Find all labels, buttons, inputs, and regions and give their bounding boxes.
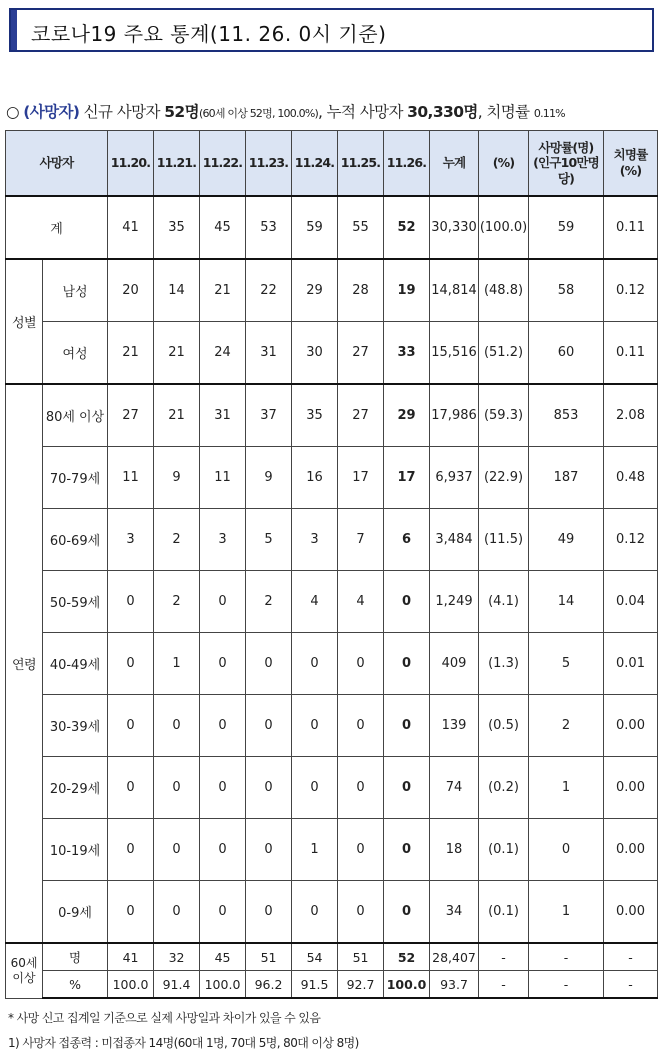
group-label-sex: 성별 [6,259,43,384]
title-accent-bar [11,10,17,50]
row-label: 30-39세 [43,695,108,757]
group-label-over60 [6,943,43,998]
table-cell: (100.0) [479,196,529,259]
table-row [6,447,658,509]
table-cell: 31 [246,322,292,385]
table-row [6,571,658,633]
table-cell: 0 [338,819,384,881]
header-cell: 11.25. [338,131,384,197]
table-row [6,757,658,819]
table-cell: 1 [154,633,200,695]
table-cell: 30,330 [430,196,479,259]
table-cell: 0 [200,571,246,633]
table-cell: 45 [200,943,246,971]
table-cell: 3 [108,509,154,571]
table-cell: 49 [529,509,604,571]
table-cell: 52 [384,196,430,259]
table-cell: 9 [154,447,200,509]
header-cell: 11.26. [384,131,430,197]
summary-new-deaths: 52명 [164,103,199,121]
group-label-age: 연령 [6,384,43,943]
page-title: 코로나19 주요 통계(11. 26. 0시 기준) [31,22,387,46]
table-row-over60 [6,943,658,971]
table-cell: 4 [292,571,338,633]
table-cell: 33 [384,322,430,385]
table-cell: 18 [430,819,479,881]
footnote-1: 1) 사망자 접종력 : 미접종자 14명(60대 1명, 70대 5명, 80대 이상 8명) [8,1036,359,1050]
table-cell: 0 [108,881,154,944]
header-cell: 누계 [430,131,479,197]
table-cell: 14 [529,571,604,633]
table-cell: 7 [338,509,384,571]
table-cell: 0 [108,757,154,819]
table-cell: 27 [338,322,384,385]
table-cell: 0 [108,695,154,757]
table-cell: (0.2) [479,757,529,819]
table-cell: (1.3) [479,633,529,695]
table-cell: 0.12 [604,509,658,571]
summary-text-1: 신규 사망자 [79,103,165,121]
table-cell: 14 [154,259,200,322]
table-cell: 0 [200,633,246,695]
table-cell: 19 [384,259,430,322]
table-cell: 1 [529,757,604,819]
table-cell: 853 [529,384,604,447]
row-label: 명 [43,943,108,971]
table-cell: (22.9) [479,447,529,509]
table-cell: - [479,943,529,971]
row-label: 20-29세 [43,757,108,819]
table-cell: 14,814 [430,259,479,322]
table-cell: 32 [154,943,200,971]
table-cell: 2 [154,571,200,633]
table-cell: 1 [529,881,604,944]
table-cell: 17 [384,447,430,509]
table-cell: 59 [529,196,604,259]
table-cell: 0.11 [604,196,658,259]
row-label: 10-19세 [43,819,108,881]
table-cell: 0 [384,633,430,695]
table-cell: 0 [200,819,246,881]
table-cell: 9 [246,447,292,509]
table-cell: 0 [384,571,430,633]
summary-total-deaths: 30,330명 [407,103,478,121]
table-cell: (4.1) [479,571,529,633]
row-label: 40-49세 [43,633,108,695]
table-cell: 0.00 [604,757,658,819]
table-cell: 0 [292,757,338,819]
table-cell: 0 [292,633,338,695]
table-cell: 5 [246,509,292,571]
table-cell: 29 [292,259,338,322]
table-cell: (11.5) [479,509,529,571]
table-cell: 21 [200,259,246,322]
table-cell: 0 [246,881,292,944]
header-cell: 11.23. [246,131,292,197]
row-label: 50-59세 [43,571,108,633]
table-cell: 0.48 [604,447,658,509]
table-cell: 0 [384,819,430,881]
title-box [9,8,654,52]
over60-label-line1: 60세 [10,956,38,971]
table-cell: 55 [338,196,384,259]
row-label: 남성 [43,259,108,322]
table-cell: 0.00 [604,819,658,881]
table-cell: 2 [154,509,200,571]
table-cell: 6 [384,509,430,571]
table-cell: 139 [430,695,479,757]
table-cell: 0 [200,881,246,944]
table-cell: 2 [246,571,292,633]
table-cell: 51 [246,943,292,971]
table-cell: 0 [338,881,384,944]
table-row [6,633,658,695]
table-cell: 52 [384,943,430,971]
table-cell: 3 [200,509,246,571]
table-row [6,259,658,322]
table-cell: (0.5) [479,695,529,757]
table-cell: 27 [108,384,154,447]
summary-line [6,100,565,122]
table-cell: 22 [246,259,292,322]
table-cell: (0.1) [479,881,529,944]
table-cell: 54 [292,943,338,971]
table-row [6,322,658,385]
table-cell: 58 [529,259,604,322]
table-cell: 6,937 [430,447,479,509]
table-cell: 28 [338,259,384,322]
row-label: % [43,971,108,999]
row-label: 60-69세 [43,509,108,571]
table-cell: 3,484 [430,509,479,571]
table-cell: (59.3) [479,384,529,447]
table-row-over60 [6,971,658,999]
table-cell: 187 [529,447,604,509]
summary-lead: (사망자) [23,103,80,121]
table-cell: 0.00 [604,695,658,757]
header-cell: 11.21. [154,131,200,197]
row-label: 80세 이상 [43,384,108,447]
header-cell: 치명률 (%) [604,131,658,197]
table-cell: 5 [529,633,604,695]
table-cell: (0.1) [479,819,529,881]
table-row [6,881,658,944]
header-cell: 사망률(명) (인구10만명당) [529,131,604,197]
table-cell: - [529,943,604,971]
summary-text-3: , 치명률 [477,103,534,121]
table-row [6,384,658,447]
header-row [6,131,658,197]
summary-text-2: , 누적 사망자 [317,103,408,121]
table-cell: 21 [154,322,200,385]
table-cell: 27 [338,384,384,447]
table-cell: 96.2 [246,971,292,999]
table-cell: - [479,971,529,999]
table-cell: 0.00 [604,881,658,944]
table-cell: 0 [246,819,292,881]
table-cell: 0 [292,881,338,944]
table-cell: 2 [529,695,604,757]
table-cell: (48.8) [479,259,529,322]
table-row [6,196,658,259]
table-cell: 100.0 [200,971,246,999]
table-cell: 0 [154,819,200,881]
table-cell: 0 [200,695,246,757]
table-cell: 2.08 [604,384,658,447]
table-cell: 0 [246,695,292,757]
table-cell: 1,249 [430,571,479,633]
table-cell: 29 [384,384,430,447]
table-cell: 37 [246,384,292,447]
table-cell: 0 [338,757,384,819]
table-cell: 0 [246,757,292,819]
table-cell: 11 [200,447,246,509]
table-cell: 17 [338,447,384,509]
table-cell: 0 [292,695,338,757]
table-cell: 17,986 [430,384,479,447]
header-cell: 11.20. [108,131,154,197]
table-cell: 35 [292,384,338,447]
table-cell: 0 [108,571,154,633]
table-cell: 59 [292,196,338,259]
table-cell: 0 [384,695,430,757]
table-row [6,819,658,881]
table-cell: 30 [292,322,338,385]
table-cell: 24 [200,322,246,385]
row-label: 계 [6,196,108,259]
table-cell: 0 [108,633,154,695]
table-cell: 0 [200,757,246,819]
table-cell: 21 [108,322,154,385]
header-cell: 사망자 [6,131,108,197]
table-cell: 51 [338,943,384,971]
table-row [6,509,658,571]
table-cell: 31 [200,384,246,447]
row-label: 70-79세 [43,447,108,509]
table-cell: 0 [154,881,200,944]
table-cell: 100.0 [108,971,154,999]
table-cell: 1 [292,819,338,881]
table-cell: 92.7 [338,971,384,999]
summary-cfr: 0.11% [533,107,565,120]
table-cell: 0 [154,757,200,819]
bullet-circle: ○ [6,103,19,121]
table-cell: 0 [529,819,604,881]
table-cell: 0 [384,881,430,944]
table-cell: 60 [529,322,604,385]
table-cell: 0.01 [604,633,658,695]
table-cell: 20 [108,259,154,322]
table-cell: 100.0 [384,971,430,999]
table-cell: 34 [430,881,479,944]
header-cell: 11.24. [292,131,338,197]
row-label: 0-9세 [43,881,108,944]
table-cell: 0.12 [604,259,658,322]
table-cell: 35 [154,196,200,259]
table-cell: 0.04 [604,571,658,633]
table-cell: 45 [200,196,246,259]
table-cell: 28,407 [430,943,479,971]
table-cell: 3 [292,509,338,571]
table-cell: - [604,971,658,999]
table-cell: 409 [430,633,479,695]
table-cell: 0 [338,695,384,757]
table-cell: 91.5 [292,971,338,999]
table-cell: 0 [246,633,292,695]
row-label: 여성 [43,322,108,385]
table-cell: 0 [154,695,200,757]
table-cell: 4 [338,571,384,633]
table-cell: 16 [292,447,338,509]
over60-label-line2: 이상 [12,970,36,985]
footnote-star: * 사망 신고 집계일 기준으로 실제 사망일과 차이가 있을 수 있음 [8,1011,321,1025]
header-cell: 11.22. [200,131,246,197]
table-cell: - [604,943,658,971]
table-cell: 93.7 [430,971,479,999]
table-cell: 0 [338,633,384,695]
table-cell: 11 [108,447,154,509]
table-cell: 41 [108,943,154,971]
table-row [6,695,658,757]
table-cell: 21 [154,384,200,447]
table-cell: 53 [246,196,292,259]
table-cell: 0 [384,757,430,819]
table-cell: 0 [108,819,154,881]
table-cell: - [529,971,604,999]
header-cell: (%) [479,131,529,197]
death-stats-table [5,130,658,999]
table-cell: 15,516 [430,322,479,385]
table-cell: 74 [430,757,479,819]
summary-over60: (60세 이상 52명, 100.0%) [198,107,318,120]
table-cell: (51.2) [479,322,529,385]
table-cell: 91.4 [154,971,200,999]
table-cell: 41 [108,196,154,259]
table-cell: 0.11 [604,322,658,385]
